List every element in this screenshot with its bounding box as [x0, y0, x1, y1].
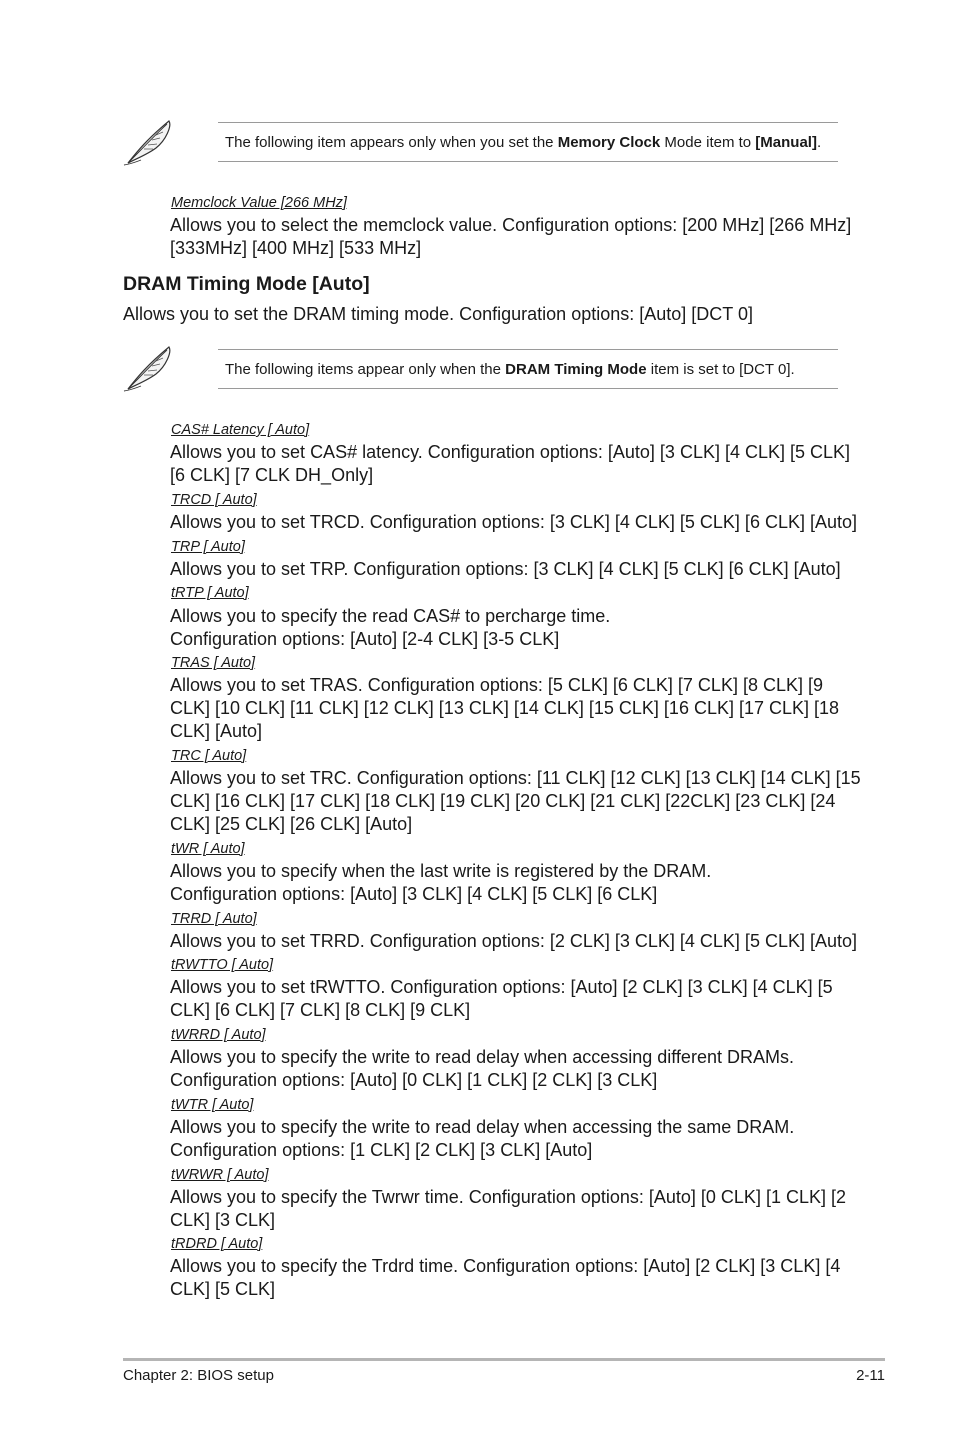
item-desc: Allows you to set CAS# latency. Configuration options: [Auto] [3 CLK] [4 CLK] [5 CLK] [6 CLK] [7 CLK DH_Only]	[170, 442, 851, 485]
item-desc: Allows you to set TRRD. Configuration options: [2 CLK] [3 CLK] [4 CLK] [5 CLK] [Auto]	[170, 931, 857, 951]
item-desc: Allows you to specify the read CAS# to percharge time. Configuration options: [Auto] [2-4 CLK] [3-5 CLK]	[170, 606, 611, 649]
item-desc: Allows you to set tRWTTO. Configuration options: [Auto] [2 CLK] [3 CLK] [4 CLK] [5 CLK] [6 CLK] [7 CLK] [8 CLK] [9 CLK]	[170, 977, 833, 1020]
note-text: The following item appears only when you set the Memory Clock Mode item to [Manual].	[225, 134, 822, 151]
item-title: TRRD [ Auto]	[171, 911, 257, 927]
footer-divider	[123, 1358, 885, 1361]
footer-chapter: Chapter 2: BIOS setup	[123, 1367, 274, 1384]
item-desc: Allows you to specify the write to read delay when accessing the same DRAM. Configuration options: [1 CLK] [2 CLK] [3 CLK] [Auto]	[170, 1117, 795, 1160]
item-desc: Allows you to specify the Trdrd time. Configuration options: [Auto] [2 CLK] [3 CLK] [4 CLK] [5 CLK]	[170, 1256, 841, 1299]
item-desc: Allows you to specify when the last write is registered by the DRAM. Configuration options: [Auto] [3 CLK] [4 CLK] [5 CLK] [6 CLK]	[170, 861, 712, 904]
feather-pen-icon	[122, 118, 176, 166]
note-box	[218, 122, 838, 162]
note-text: The following items appear only when the DRAM Timing Mode item is set to [DCT 0].	[225, 361, 795, 378]
item-desc-memclock: Allows you to select the memclock value. Configuration options: [200 MHz] [266 MHz] [333MHz] [400 MHz] [533 MHz]	[170, 215, 852, 258]
item-desc: Allows you to specify the Twrwr time. Configuration options: [Auto] [0 CLK] [1 CLK] [2 CLK] [3 CLK]	[170, 1187, 846, 1230]
item-title: tRDRD [ Auto]	[171, 1236, 263, 1252]
footer-page-number: 2-11	[856, 1367, 885, 1384]
note-box	[218, 349, 838, 389]
item-desc: Allows you to set TRAS. Configuration options: [5 CLK] [6 CLK] [7 CLK] [8 CLK] [9 CLK] [10 CLK] [11 CLK] [12 CLK] [13 CLK] [14 CLK] [15 CLK] [16 CLK] [17 CLK] [18 CLK] [Auto]	[170, 675, 840, 741]
item-desc: Allows you to set TRCD. Configuration options: [3 CLK] [4 CLK] [5 CLK] [6 CLK] [Auto]	[170, 512, 857, 532]
item-desc: Allows you to set TRC. Configuration options: [11 CLK] [12 CLK] [13 CLK] [14 CLK] [15 CLK] [16 CLK] [17 CLK] [18 CLK] [19 CLK] [20 CLK] [21 CLK] [22CLK] [23 CLK] [24 CLK] [25 CLK] [26 CLK] [Auto]	[170, 768, 861, 834]
item-desc: Allows you to set TRP. Configuration options: [3 CLK] [4 CLK] [5 CLK] [6 CLK] [Auto]	[170, 559, 841, 579]
item-title: tRTP [ Auto]	[171, 585, 249, 601]
item-title-memclock: Memclock Value [266 MHz]	[171, 195, 347, 211]
item-title: TRCD [ Auto]	[171, 492, 257, 508]
item-title: CAS# Latency [ Auto]	[171, 422, 310, 438]
item-title: tRWTTO [ Auto]	[171, 957, 274, 973]
feather-pen-icon	[122, 344, 176, 392]
item-title: TRC [ Auto]	[171, 748, 247, 764]
section-description: Allows you to set the DRAM timing mode. Configuration options: [Auto] [DCT 0]	[123, 304, 753, 324]
item-title: tWRWR [ Auto]	[171, 1167, 269, 1183]
item-title: tWTR [ Auto]	[171, 1097, 254, 1113]
item-title: tWR [ Auto]	[171, 841, 245, 857]
item-title: TRAS [ Auto]	[171, 655, 256, 671]
item-title: tWRRD [ Auto]	[171, 1027, 266, 1043]
item-desc: Allows you to specify the write to read delay when accessing different DRAMs. Configuration options: [Auto] [0 CLK] [1 CLK] [2 CLK] [3 CLK]	[170, 1047, 794, 1090]
item-title: TRP [ Auto]	[171, 539, 245, 555]
section-heading: DRAM Timing Mode [Auto]	[123, 273, 370, 295]
